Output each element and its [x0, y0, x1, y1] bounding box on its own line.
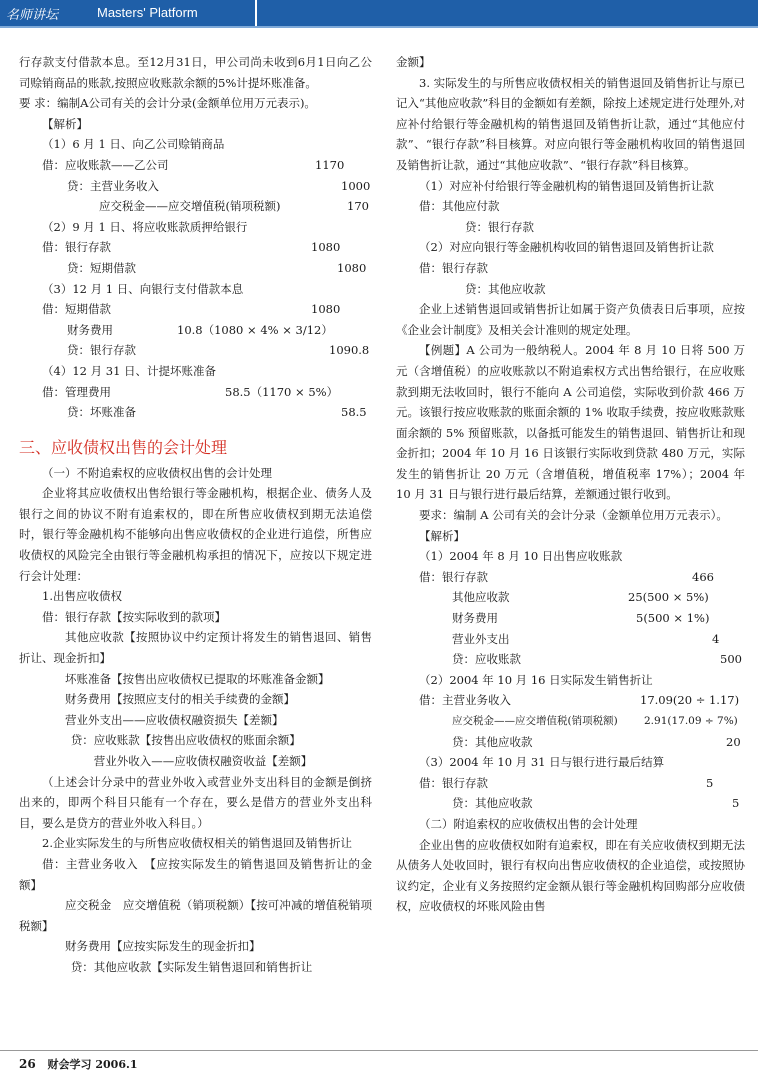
amount: 1080 — [311, 302, 341, 317]
analysis-label: 【解析】 — [419, 528, 465, 543]
journal-line: 借：银行存款 — [419, 260, 488, 275]
column-name: 名师讲坛 — [6, 8, 59, 23]
amount: 2.91(17.09 ÷ 7%) — [644, 715, 738, 727]
amount: 25(500 × 5%) — [628, 590, 709, 605]
account: 贷：其他应收款 — [452, 796, 533, 811]
journal-line — [19, 176, 372, 197]
page-footer — [19, 1056, 137, 1072]
journal-line — [396, 732, 745, 753]
journal-line: 财务费用【按照应支付的相关手续费的金额】 — [65, 692, 295, 707]
account: 财务费用 — [452, 611, 498, 626]
amount: 1080 — [311, 240, 341, 255]
account: 贷：银行存款 — [67, 343, 136, 358]
journal-line: 贷：银行存款 — [465, 219, 534, 234]
left-column — [19, 52, 372, 978]
account: 财务费用 — [67, 322, 113, 337]
account: 贷：其他应收款 — [452, 734, 533, 749]
entry-heading: （1）6 月 1 日、向乙公司赊销商品 — [42, 137, 225, 152]
account: 应交税金——应交增值税(销项税额) — [452, 715, 618, 727]
entry-heading: （1）对应补付给银行等金融机构的销售退回及销售折让款 — [419, 178, 714, 193]
journal-line: 贷：应收账款【按售出应收债权的账面余额】 — [70, 733, 301, 748]
amount: 1080 — [337, 260, 367, 275]
analysis-label: 【解析】 — [42, 116, 88, 131]
amount: 58.5（1170 × 5%） — [225, 384, 339, 399]
amount: 20 — [726, 734, 741, 749]
account: 贷：主营业务收入 — [67, 178, 159, 193]
journal-line — [396, 711, 745, 732]
account: 借：银行存款 — [419, 775, 488, 790]
journal-line — [396, 690, 745, 711]
journal-line: 借：主营业务收入 【应按实际发生的销售退回及销售折让的金额】 — [19, 856, 372, 892]
account: 借：管理费用 — [42, 384, 111, 399]
account: 贷：应收账款 — [452, 652, 521, 667]
account: 贷：短期借款 — [67, 260, 136, 275]
journal-line: 财务费用【应按实际发生的现金折扣】 — [65, 939, 261, 954]
amount: 466 — [692, 569, 714, 584]
account: 其他应收款 — [452, 590, 510, 605]
paragraph: 行存款支付借款本息。至12月31日，甲公司尚未收到6月1日向乙公司赊销商品的账款,按照应收账款余额的5%计提坏账准备。 — [19, 55, 372, 90]
journal-line — [19, 258, 372, 279]
account: 应交税金——应交增值税(销项税额) — [99, 199, 281, 214]
journal-line — [396, 793, 745, 814]
account: 借：应收账款——乙公司 — [42, 157, 169, 172]
journal-line — [19, 382, 372, 403]
journal-line — [19, 196, 372, 217]
amount: 5 — [732, 796, 740, 811]
amount: 5(500 × 1%) — [636, 611, 710, 626]
journal-line — [396, 649, 745, 670]
account: 借：银行存款 — [419, 569, 488, 584]
page-header — [0, 0, 758, 28]
header-rule — [0, 26, 758, 28]
journal-line: 其他应收款【按照协议中约定预计将发生的销售退回、销售折让、现金折扣】 — [19, 630, 372, 666]
journal-line — [396, 567, 745, 588]
entry-heading: （3）12 月 1 日、向银行支付借款本息 — [42, 281, 244, 296]
journal-line: 营业外支出——应收债权融资损失【差额】 — [65, 712, 284, 727]
amount: 10.8（1080 × 4% × 3/12） — [177, 322, 333, 337]
entry-heading: （1）2004 年 8 月 10 日出售应收账款 — [419, 549, 623, 564]
subsection-title: （二）附追索权的应收债权出售的会计处理 — [419, 816, 638, 831]
journal-line: 贷：其他应收款 — [465, 281, 546, 296]
page-number: 26 — [19, 1057, 36, 1071]
journal-line: 借：其他应付款 — [419, 199, 500, 214]
journal-line — [396, 629, 745, 650]
account: 借：银行存款 — [42, 240, 111, 255]
journal-name: 财会学习 2006.1 — [47, 1058, 138, 1071]
item-heading: 1.出售应收债权 — [42, 589, 122, 604]
header-bar — [257, 0, 758, 26]
journal-line — [396, 587, 745, 608]
amount: 4 — [712, 631, 720, 646]
amount: 5 — [706, 775, 714, 790]
paragraph: 企业上述销售退回或销售折让如属于资产负债表日后事项，应按《企业会计制度》及相关会计准则的规定处理。 — [396, 302, 745, 337]
journal-line — [19, 155, 372, 176]
entry-heading: （4）12 月 31 日、计提坏账准备 — [42, 363, 217, 378]
journal-line — [19, 340, 372, 361]
amount: 500 — [720, 652, 742, 667]
amount: 17.09(20 ÷ 1.17) — [640, 693, 740, 708]
item-heading: 3. 实际发生的与所售应收债权相关的销售退回及销售折让与原已记入“其他应收款”科目的金额如有差额，除按上述规定进行处理外,对应补付给银行等金融机构的销售退回及销售折让款，通过“其他应付款”、“银行存款”科目核算。对应向银行等金融机构收回的销售退回及销售折让款，通过“其他应收款”、“银行存款”科目核算。 — [396, 75, 745, 172]
footer-rule — [0, 1050, 758, 1051]
journal-line — [19, 320, 372, 341]
paragraph: 要 求：编制A公司有关的会计分录(金额单位用万元表示)。 — [19, 96, 316, 111]
amount: 1000 — [341, 178, 371, 193]
journal-line — [19, 237, 372, 258]
journal-line — [19, 402, 372, 423]
section-title: 三、应收债权出售的会计处理 — [19, 437, 228, 457]
account: 借：主营业务收入 — [419, 693, 511, 708]
journal-line: 贷：其他应收款【实际发生销售退回和销售折让 — [70, 959, 313, 974]
paragraph: 要求：编制 A 公司有关的会计分录（金额单位用万元表示）。 — [419, 508, 728, 523]
note: （上述会计分录中的营业外收入或营业外支出科目的金额是倒挤出来的，即两个科目只能有一个存在，要么是借方的营业外支出科目，要么是贷方的营业外收入科目。） — [19, 774, 372, 830]
journal-line: 借：银行存款【按实际收到的款项】 — [42, 609, 226, 624]
journal-line — [19, 299, 372, 320]
right-column — [396, 52, 745, 917]
paragraph: 企业将其应收债权出售给银行等金融机构，根据企业、债务人及银行之间的协议不附有追索权的，即在所售应收债权到期无法追偿时，银行等金融机构不能够向出售应收债权的企业进行追偿，所售应收债权的风险完全由银行等金融机构承担的情况下，应按以下规定进行会计处理： — [19, 486, 372, 583]
entry-heading: （2）9 月 1 日、将应收账款质押给银行 — [42, 219, 248, 234]
item-heading: 2.企业实际发生的与所售应收债权相关的销售退回及销售折让 — [42, 836, 352, 851]
journal-line: 坏账准备【按售出应收债权已提取的坏账准备金额】 — [65, 671, 330, 686]
journal-line: 应交税金 应交增值税（销项税额）【按可冲减的增值税销项税额】 — [19, 898, 372, 933]
entry-heading: （2）2004 年 10 月 16 日实际发生销售折让 — [419, 672, 653, 687]
column-name-english: Masters' Platform — [97, 5, 198, 20]
account: 营业外支出 — [452, 631, 510, 646]
journal-line — [396, 773, 745, 794]
journal-line — [396, 608, 745, 629]
entry-heading: （3）2004 年 10 月 31 日与银行进行最后结算 — [419, 755, 665, 770]
amount: 58.5 — [341, 405, 367, 420]
header-banner — [0, 0, 255, 26]
account: 贷：坏账准备 — [67, 405, 136, 420]
subsection-title: （一）不附追索权的应收债权出售的会计处理 — [42, 465, 272, 480]
paragraph: 企业出售的应收债权如附有追索权，即在有关应收债权到期无法从债务人处收回时，银行有权向出售应收债权的企业追偿，或按照协议约定，企业有义务按照约定金额从银行等金融机构回购部分应收债权，应收债权的坏账风险由售 — [396, 837, 745, 914]
entry-heading: （2）对应向银行等金融机构收回的销售退回及销售折让款 — [419, 240, 714, 255]
amount: 170 — [347, 199, 369, 214]
amount: 1170 — [315, 157, 345, 172]
journal-line: 营业外收入——应收债权融资收益【差额】 — [93, 754, 313, 768]
paragraph: 金额】 — [396, 55, 431, 69]
account: 借：短期借款 — [42, 302, 111, 317]
example: 【例题】A 公司为一般纳税人。2004 年 8 月 10 日将 500 万元（含增值税）的应收账款以不附追索权方式出售给银行，在应收账款到期无法收回时，银行不能向 A 公司追偿，实际收到价款 466 万元。该银行按应收账款的账面余额的 1% 收取手续费，按应收账款账面余额的 5% 预留账款，以备抵可能发生的销售退回、销售折让和现金折扣；2004 年 10 月 16 日该银行实际收到贷款 480 万元，实际发生的销售折让 20 万元（含增值税，增值税率 17%）；2004 年 10 月 31 日与银行进行最后结算，差额通过银行收到。 — [396, 343, 745, 502]
amount: 1090.8 — [329, 343, 370, 358]
